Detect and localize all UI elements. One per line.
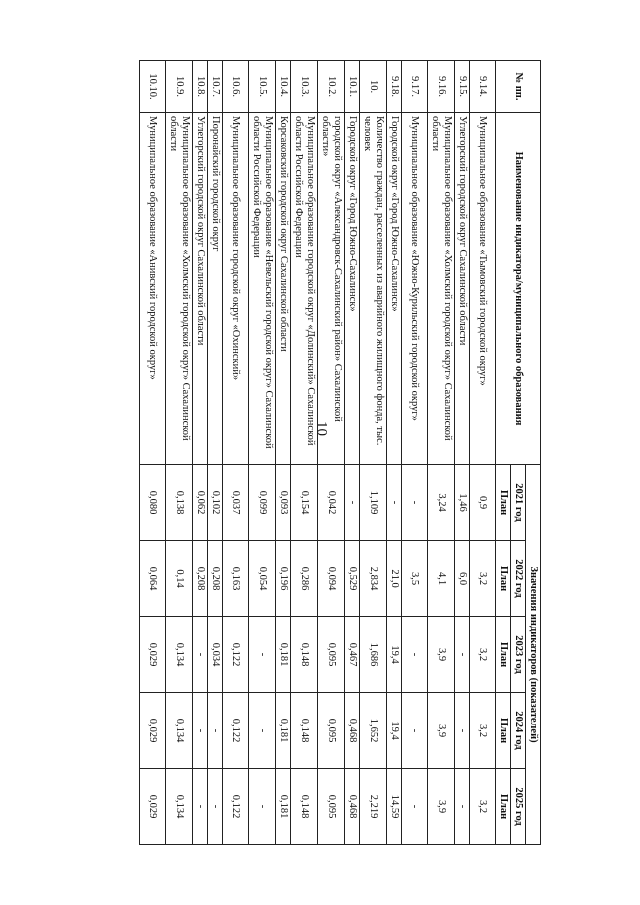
value-2025: - xyxy=(455,769,470,845)
value-2022: 4,1 xyxy=(428,541,455,617)
row-number: 10.1. xyxy=(345,61,360,113)
value-2022: 0,163 xyxy=(223,541,249,617)
header-name: Наименование индикатора/муниципального образования xyxy=(496,113,541,465)
value-2021: 0,102 xyxy=(208,465,223,541)
row-number: 10.5. xyxy=(249,61,276,113)
value-2023: 19,4 xyxy=(387,617,402,693)
value-2024: 19,4 xyxy=(387,693,402,769)
value-2024: 0,029 xyxy=(140,693,166,769)
value-2023: 3,2 xyxy=(470,617,496,693)
row-name: Муниципальное образование городской округ «Охинский» xyxy=(223,113,249,465)
table-row xyxy=(428,61,455,845)
row-name: Муниципальное образование «Холмский городской округ» Сахалинской области xyxy=(166,113,193,465)
value-2023: 3,9 xyxy=(428,617,455,693)
value-2021: 0,9 xyxy=(470,465,496,541)
row-number: 9.15. xyxy=(455,61,470,113)
row-number: 10.7. xyxy=(208,61,223,113)
table-row xyxy=(140,61,166,845)
value-2021: 0,037 xyxy=(223,465,249,541)
value-2023: 0,467 xyxy=(345,617,360,693)
row-name: Муниципальное образование «Тымовский городской округ» xyxy=(470,113,496,465)
value-2021: 0,154 xyxy=(291,465,318,541)
value-2025: 3,9 xyxy=(428,769,455,845)
row-name: Муниципальное образование «Южно-Курильский городской округ» xyxy=(402,113,428,465)
table-row xyxy=(223,61,249,845)
table-row xyxy=(387,61,402,845)
row-name: Углегорский городской округ Сахалинской области xyxy=(455,113,470,465)
value-2024: - xyxy=(249,693,276,769)
row-number: 10.2. xyxy=(318,61,345,113)
header-year: 2024 год xyxy=(511,693,526,769)
header-plan: План xyxy=(496,617,511,693)
row-number: 9.16. xyxy=(428,61,455,113)
row-name: Количество граждан, расселенных из аварийного жилищного фонда, тыс. человек xyxy=(360,113,387,465)
value-2024: 1,652 xyxy=(360,693,387,769)
row-number: 9.17. xyxy=(402,61,428,113)
table-row xyxy=(360,61,387,845)
value-2022: 0,14 xyxy=(166,541,193,617)
value-2024: 0,181 xyxy=(276,693,291,769)
header-year: 2022 год xyxy=(511,541,526,617)
row-number: 10.9. xyxy=(166,61,193,113)
value-2025: 14,59 xyxy=(387,769,402,845)
value-2024: 0,095 xyxy=(318,693,345,769)
value-2022: 3,5 xyxy=(402,541,428,617)
value-2021: - xyxy=(345,465,360,541)
header-plan: План xyxy=(496,769,511,845)
row-name: Корсаковский городской округ Сахалинской области xyxy=(276,113,291,465)
header-plan: План xyxy=(496,465,511,541)
table-row xyxy=(276,61,291,845)
value-2022: 0,208 xyxy=(193,541,208,617)
value-2025: - xyxy=(193,769,208,845)
value-2023: 0,095 xyxy=(318,617,345,693)
value-2022: 0,208 xyxy=(208,541,223,617)
table-body xyxy=(140,61,496,845)
header-num: № пп. xyxy=(496,61,541,113)
value-2021: 3,24 xyxy=(428,465,455,541)
header-year: 2023 год xyxy=(511,617,526,693)
table-row xyxy=(318,61,345,845)
rotated-table-container xyxy=(92,60,541,844)
value-2023: 0,148 xyxy=(291,617,318,693)
value-2024: 0,148 xyxy=(291,693,318,769)
row-name: Муниципальное образование «Анивский городской округ» xyxy=(140,113,166,465)
value-2021: 0,042 xyxy=(318,465,345,541)
value-2024: 0,468 xyxy=(345,693,360,769)
value-2024: 3,9 xyxy=(428,693,455,769)
row-name: Поронайский городской округ xyxy=(208,113,223,465)
row-name: Муниципальное образование «Невельский городской округ» Сахалинской области Российской Федерации xyxy=(249,113,276,465)
value-2023: - xyxy=(249,617,276,693)
table-row xyxy=(402,61,428,845)
value-2025: 0,181 xyxy=(276,769,291,845)
value-2021: 0,062 xyxy=(193,465,208,541)
row-name: Углегорский городской округ Сахалинской области xyxy=(193,113,208,465)
indicators-table xyxy=(139,60,541,845)
row-number: 9.18. xyxy=(387,61,402,113)
row-number: 10. xyxy=(360,61,387,113)
value-2022: 0,196 xyxy=(276,541,291,617)
value-2025: 3,2 xyxy=(470,769,496,845)
value-2023: - xyxy=(193,617,208,693)
value-2025: - xyxy=(208,769,223,845)
row-number: 10.3. xyxy=(291,61,318,113)
row-number: 10.8. xyxy=(193,61,208,113)
table-row xyxy=(455,61,470,845)
header-year: 2021 год xyxy=(511,465,526,541)
value-2024: 3,2 xyxy=(470,693,496,769)
value-2023: 0,122 xyxy=(223,617,249,693)
value-2023: 0,181 xyxy=(276,617,291,693)
table-row xyxy=(291,61,318,845)
value-2022: 0,286 xyxy=(291,541,318,617)
table-row xyxy=(345,61,360,845)
row-number: 10.10. xyxy=(140,61,166,113)
value-2023: 0,134 xyxy=(166,617,193,693)
row-name: Городской округ «Город Южно-Сахалинск» xyxy=(345,113,360,465)
value-2024: 0,134 xyxy=(166,693,193,769)
page-number: 10 xyxy=(313,421,330,436)
row-name: Городской округ «Город Южно-Сахалинск» xyxy=(387,113,402,465)
value-2025: 0,468 xyxy=(345,769,360,845)
value-2023: 1,686 xyxy=(360,617,387,693)
value-2022: 6,0 xyxy=(455,541,470,617)
value-2025: 0,029 xyxy=(140,769,166,845)
value-2025: - xyxy=(249,769,276,845)
table-row xyxy=(470,61,496,845)
value-2024: - xyxy=(193,693,208,769)
value-2023: - xyxy=(402,617,428,693)
value-2021: 0,080 xyxy=(140,465,166,541)
value-2022: 0,529 xyxy=(345,541,360,617)
header-plan: План xyxy=(496,541,511,617)
table-row xyxy=(193,61,208,845)
value-2025: 0,095 xyxy=(318,769,345,845)
value-2021: 0,138 xyxy=(166,465,193,541)
value-2025: 2,219 xyxy=(360,769,387,845)
row-name: городской округ «Александровск-Сахалинский район» Сахалинской области» xyxy=(318,113,345,465)
value-2021: - xyxy=(387,465,402,541)
row-number: 10.4. xyxy=(276,61,291,113)
row-number: 10.6. xyxy=(223,61,249,113)
header-year: 2025 год xyxy=(511,769,526,845)
table-row xyxy=(208,61,223,845)
value-2022: 3,2 xyxy=(470,541,496,617)
value-2022: 2,834 xyxy=(360,541,387,617)
value-2023: 0,034 xyxy=(208,617,223,693)
value-2022: 21,0 xyxy=(387,541,402,617)
value-2025: - xyxy=(402,769,428,845)
header-plan: План xyxy=(496,693,511,769)
table-row xyxy=(166,61,193,845)
row-name: Муниципальное образование городской округ «Долинский» Сахалинской области Российской Федерации xyxy=(291,113,318,465)
value-2023: - xyxy=(455,617,470,693)
value-2024: - xyxy=(455,693,470,769)
value-2024: - xyxy=(402,693,428,769)
value-2023: 0,029 xyxy=(140,617,166,693)
value-2021: 1,109 xyxy=(360,465,387,541)
value-2021: 0,099 xyxy=(249,465,276,541)
header-group: Значения индикаторов (показателей) xyxy=(526,465,541,845)
value-2025: 0,134 xyxy=(166,769,193,845)
row-name: Муниципальное образование «Холмский городской округ» Сахалинской области xyxy=(428,113,455,465)
value-2021: - xyxy=(402,465,428,541)
value-2024: 0,122 xyxy=(223,693,249,769)
value-2021: 1,46 xyxy=(455,465,470,541)
value-2022: 0,064 xyxy=(140,541,166,617)
row-number: 9.14. xyxy=(470,61,496,113)
value-2022: 0,054 xyxy=(249,541,276,617)
value-2025: 0,148 xyxy=(291,769,318,845)
value-2022: 0,094 xyxy=(318,541,345,617)
value-2021: 0,093 xyxy=(276,465,291,541)
table-row xyxy=(249,61,276,845)
value-2024: - xyxy=(208,693,223,769)
value-2025: 0,122 xyxy=(223,769,249,845)
